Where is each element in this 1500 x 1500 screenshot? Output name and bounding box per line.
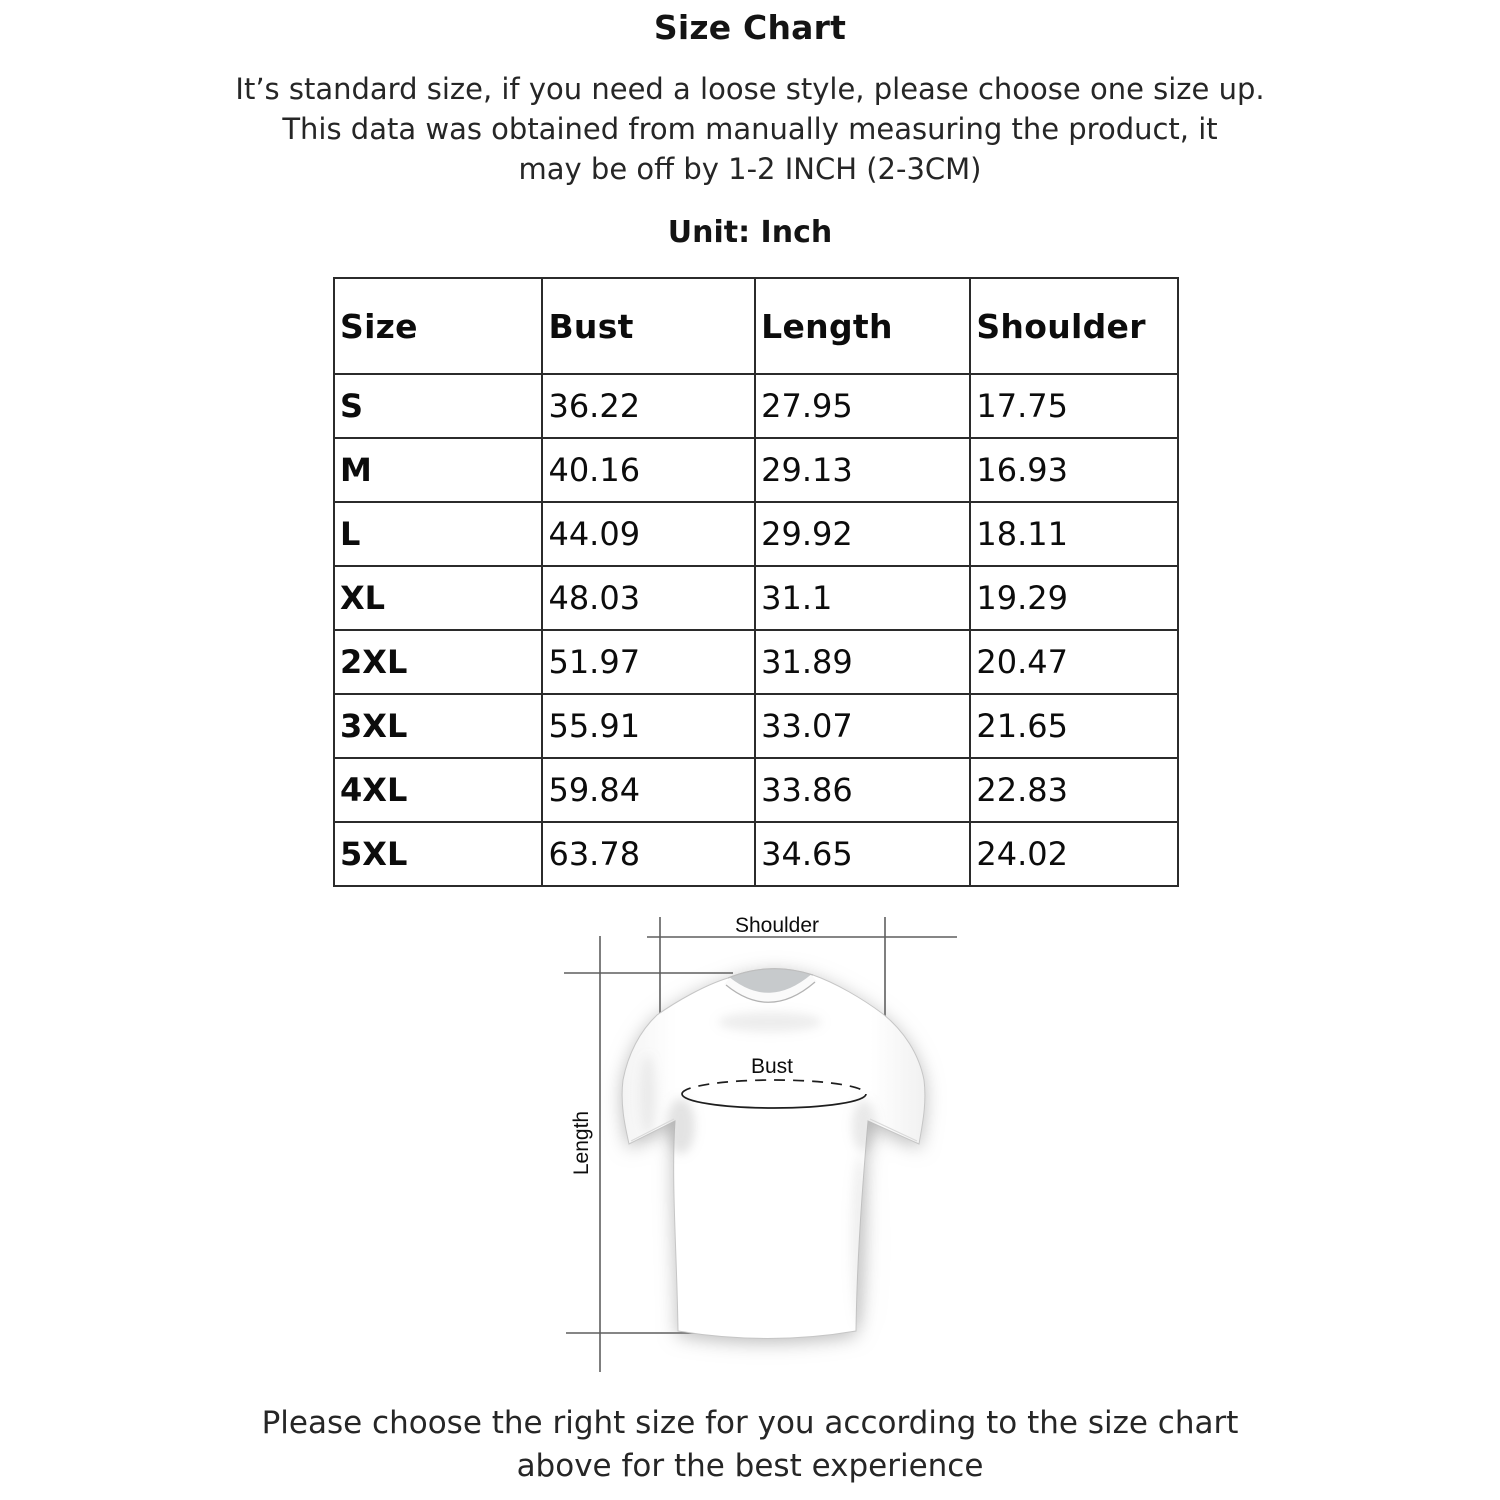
table-row: [334, 438, 1178, 502]
tshirt-illustration: [622, 969, 925, 1339]
col-header-bust: Bust: [542, 278, 755, 374]
size-cell: 2XL: [334, 630, 542, 694]
intro-line-3: may be off by 1-2 INCH (2-3CM): [518, 152, 982, 186]
shoulder-cell: 19.29: [970, 566, 1178, 630]
col-header-length: Length: [755, 278, 970, 374]
size-cell: S: [334, 374, 542, 438]
table-header-row: [334, 278, 1178, 374]
table-row: [334, 630, 1178, 694]
shoulder-cell: 22.83: [970, 758, 1178, 822]
length-cell: 33.86: [755, 758, 970, 822]
size-cell: M: [334, 438, 542, 502]
footer-note: [0, 1402, 1500, 1488]
table-row: [334, 502, 1178, 566]
shoulder-cell: 16.93: [970, 438, 1178, 502]
table-row: [334, 566, 1178, 630]
table-row: [334, 822, 1178, 886]
shoulder-cell: 21.65: [970, 694, 1178, 758]
length-cell: 31.1: [755, 566, 970, 630]
bust-cell: 40.16: [542, 438, 755, 502]
measurement-diagram: [540, 890, 1000, 1390]
col-header-size: Size: [334, 278, 542, 374]
bust-cell: 36.22: [542, 374, 755, 438]
size-cell: L: [334, 502, 542, 566]
shoulder-cell: 20.47: [970, 630, 1178, 694]
unit-label: Unit: Inch: [667, 215, 833, 250]
length-cell: 29.92: [755, 502, 970, 566]
footer-line-1: Please choose the right size for you according to the size chart: [261, 1405, 1239, 1441]
size-cell: 4XL: [334, 758, 542, 822]
table-row: [334, 694, 1178, 758]
bust-cell: 63.78: [542, 822, 755, 886]
length-label: Length: [570, 1110, 593, 1176]
bust-cell: 55.91: [542, 694, 755, 758]
footer-line-2: above for the best experience: [516, 1448, 984, 1484]
length-cell: 27.95: [755, 374, 970, 438]
table-row: [334, 758, 1178, 822]
bust-cell: 59.84: [542, 758, 755, 822]
shoulder-label: Shoulder: [734, 914, 820, 937]
shoulder-cell: 18.11: [970, 502, 1178, 566]
shoulder-cell: 17.75: [970, 374, 1178, 438]
shoulder-cell: 24.02: [970, 822, 1178, 886]
table-row: [334, 374, 1178, 438]
size-cell: 3XL: [334, 694, 542, 758]
size-cell: 5XL: [334, 822, 542, 886]
bust-cell: 48.03: [542, 566, 755, 630]
bust-label: Bust: [750, 1055, 794, 1078]
length-cell: 34.65: [755, 822, 970, 886]
bust-cell: 44.09: [542, 502, 755, 566]
size-cell: XL: [334, 566, 542, 630]
length-cell: 33.07: [755, 694, 970, 758]
intro-text: [0, 69, 1500, 189]
intro-line-2: This data was obtained from manually measuring the product, it: [282, 112, 1218, 146]
length-cell: 29.13: [755, 438, 970, 502]
col-header-shoulder: Shoulder: [970, 278, 1178, 374]
intro-line-1: It’s standard size, if you need a loose style, please choose one size up.: [235, 72, 1265, 106]
length-cell: 31.89: [755, 630, 970, 694]
size-table: [333, 277, 1179, 887]
bust-cell: 51.97: [542, 630, 755, 694]
page-title: Size Chart: [653, 8, 847, 47]
